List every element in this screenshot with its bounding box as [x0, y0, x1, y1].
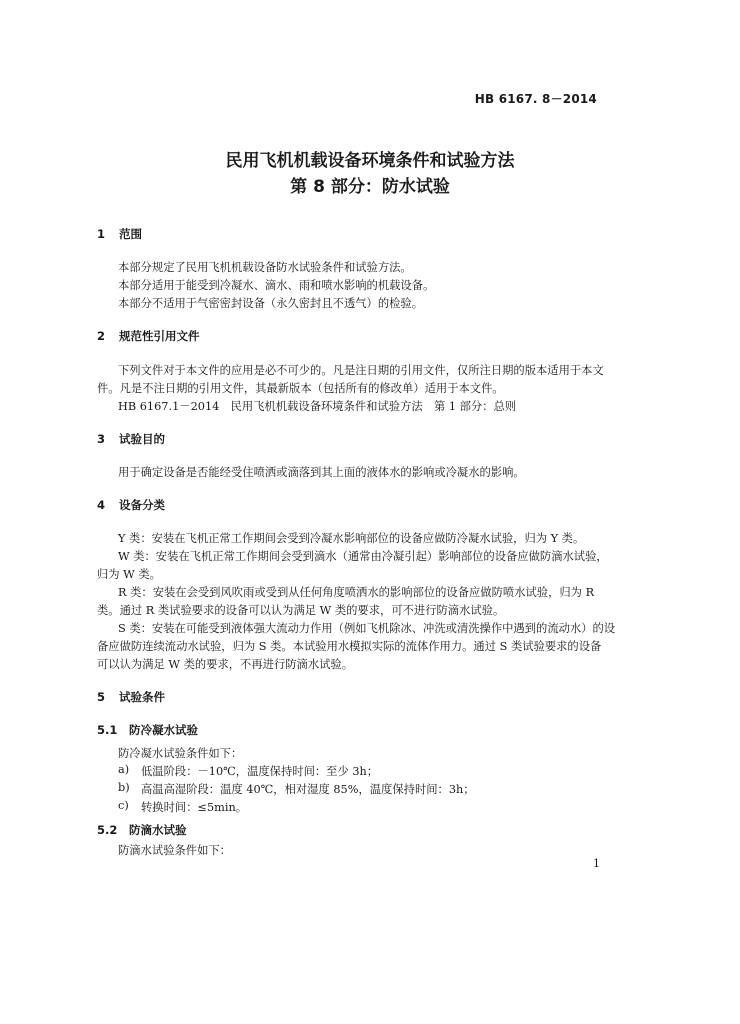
section-title: 规范性引用文件 — [119, 329, 200, 343]
paragraph: 本部分规定了民用飞机机载设备防水试验条件和试验方法。 — [118, 261, 412, 274]
paragraph: 类。通过 R 类试验要求的设备可以认为满足 W 类的要求，可不进行防滴水试验。 — [97, 604, 505, 617]
document-title: 民用飞机机载设备环境条件和试验方法 — [225, 151, 515, 171]
paragraph: 本部分不适用于气密密封设备（永久密封且不透气）的检验。 — [118, 297, 424, 310]
section-heading-test-conditions — [97, 689, 165, 705]
section-title: 范围 — [119, 227, 142, 241]
section-number: 5.1 — [97, 723, 118, 737]
document-subtitle: 第 8 部分：防水试验 — [290, 177, 450, 197]
paragraph: 防冷凝水试验条件如下： — [118, 747, 243, 760]
section-heading-normative-references — [97, 328, 200, 344]
section-heading-scope — [97, 226, 142, 242]
list-text: 高温高湿阶段：温度 40℃，相对湿度 85%，温度保持时间：3h； — [141, 783, 475, 796]
section-title: 试验条件 — [119, 690, 165, 704]
section-number: 3 — [97, 432, 106, 446]
paragraph: 可以认为满足 W 类的要求，不再进行防滴水试验。 — [97, 658, 354, 671]
paragraph: R 类：安装在会受到风吹雨或受到从任何角度喷洒水的影响部位的设备应做防喷水试验，归为 R — [118, 586, 595, 599]
paragraph: W 类：安装在飞机正常工作期间会受到滴水（通常由冷凝引起）影响部位的设备应做防滴水试验， — [118, 550, 608, 563]
reference-entry: HB 6167.1－2014 民用飞机机载设备环境条件和试验方法 第 1 部分：总则 — [118, 400, 517, 413]
list-marker: a) — [118, 763, 130, 776]
section-number: 5.2 — [97, 823, 118, 837]
list-text: 低温阶段：－10℃，温度保持时间：至少 3h； — [141, 765, 379, 778]
section-title: 防滴水试验 — [129, 823, 187, 837]
subsection-heading-condensation — [97, 722, 198, 738]
paragraph: Y 类：安装在飞机正常工作期间会受到冷凝水影响部位的设备应做防冷凝水试验，归为 Y 类。 — [118, 532, 585, 545]
section-number: 1 — [97, 227, 106, 241]
paragraph: 用于确定设备是否能经受住喷洒或滴落到其上面的液体水的影响或冷凝水的影响。 — [118, 466, 525, 479]
section-heading-classification — [97, 497, 165, 513]
paragraph: 件。凡是不注日期的引用文件，其最新版本（包括所有的修改单）适用于本文件。 — [97, 382, 504, 395]
section-heading-purpose — [97, 431, 165, 447]
page-number: 1 — [593, 857, 600, 870]
section-number: 4 — [97, 498, 106, 512]
paragraph: 防滴水试验条件如下： — [118, 844, 231, 857]
section-number: 5 — [97, 690, 106, 704]
list-marker: c) — [118, 799, 129, 812]
list-marker: b) — [118, 781, 130, 794]
paragraph: S 类：安装在可能受到液体强大流动力作用（例如飞机除冰、冲洗或清洗操作中遇到的流动水）的设 — [118, 622, 616, 635]
standard-number: HB 6167. 8－2014 — [474, 92, 597, 106]
subsection-heading-drip — [97, 822, 187, 838]
section-number: 2 — [97, 329, 106, 343]
paragraph: 备应做防连续流动水试验，归为 S 类。本试验用水模拟实际的流体作用力。通过 S 类试验要求的设备 — [97, 640, 602, 653]
paragraph: 下列文件对于本文件的应用是必不可少的。凡是注日期的引用文件，仅所注日期的版本适用于本文 — [118, 364, 604, 377]
list-text: 转换时间：≤5min。 — [141, 801, 248, 814]
section-title: 试验目的 — [119, 432, 165, 446]
paragraph: 归为 W 类。 — [97, 568, 161, 581]
section-title: 设备分类 — [119, 498, 165, 512]
section-title: 防冷凝水试验 — [129, 723, 198, 737]
paragraph: 本部分适用于能受到冷凝水、滴水、雨和喷水影响的机载设备。 — [118, 279, 435, 292]
